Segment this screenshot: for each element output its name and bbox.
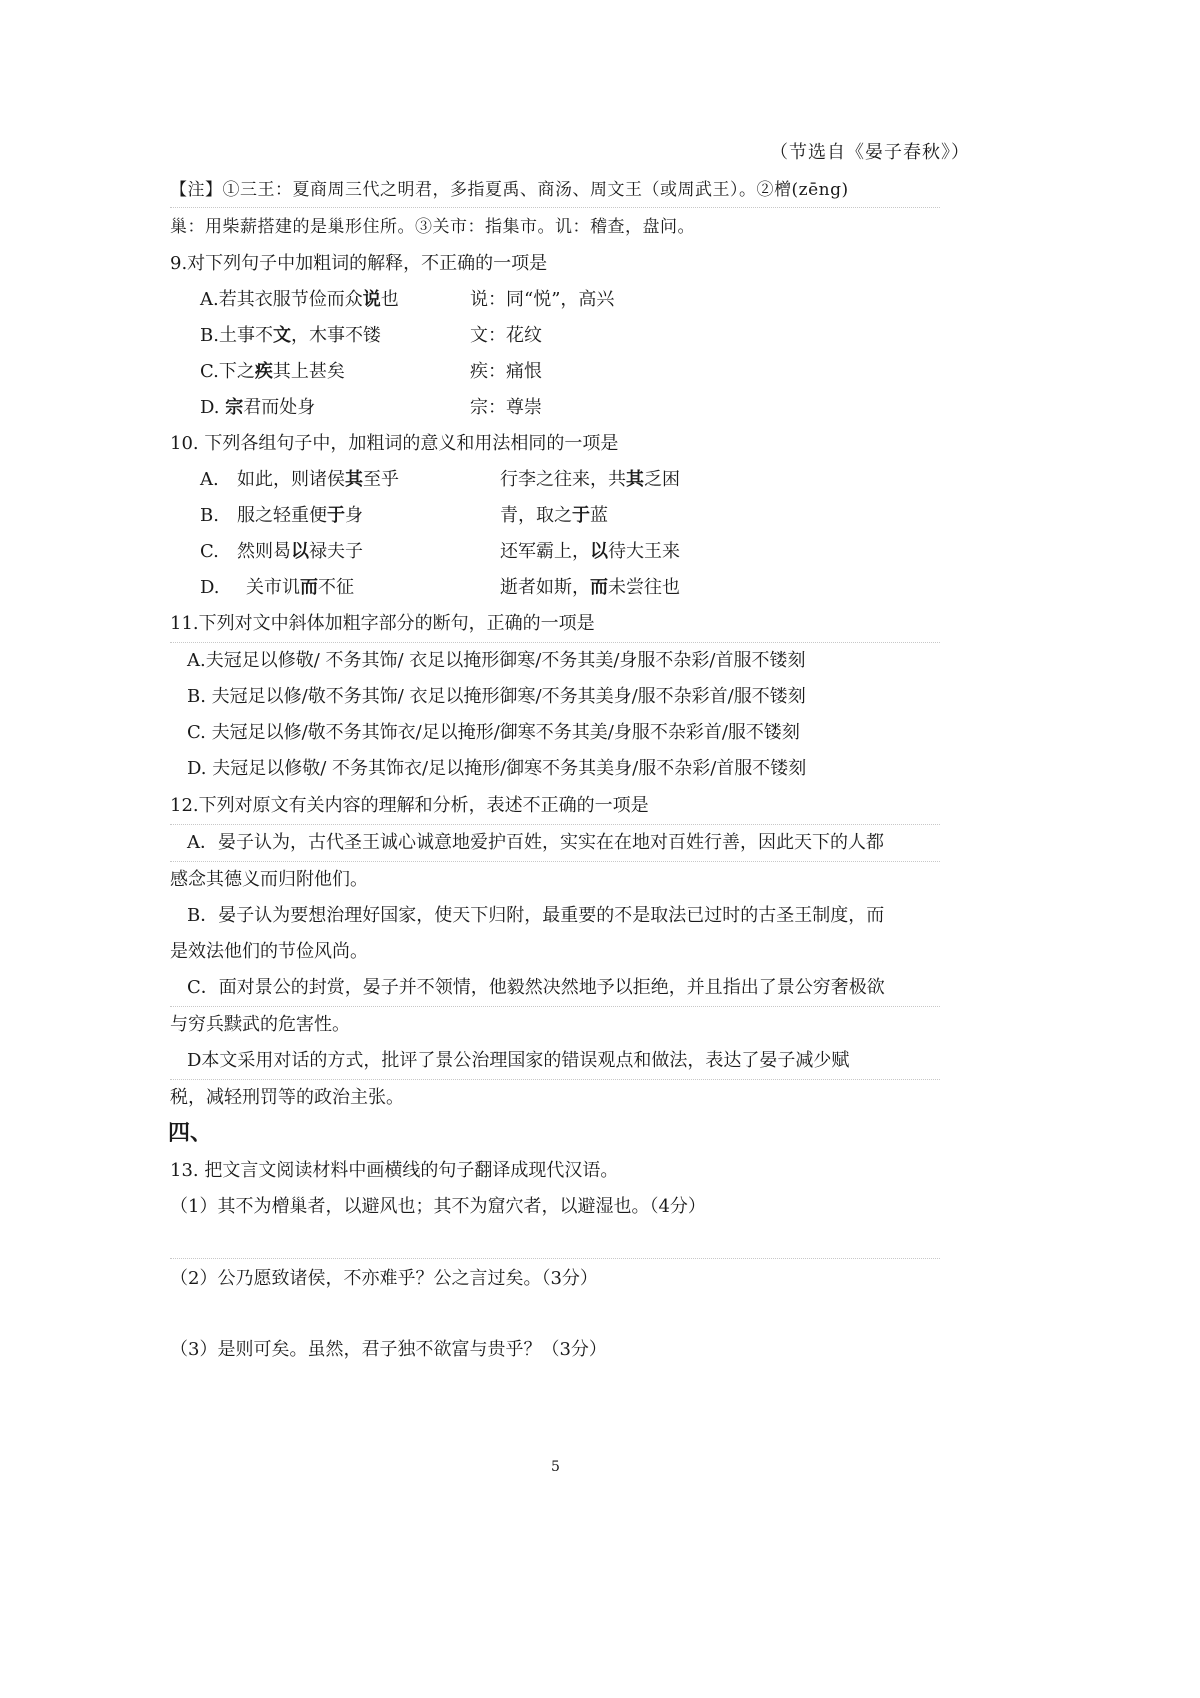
q10-b-right-pre: 青，取之 xyxy=(500,505,572,526)
q10-a-left-post: 至乎 xyxy=(363,469,399,490)
q10-b-letter: B. xyxy=(200,505,219,526)
q10-c-left-bold: 以 xyxy=(291,541,309,562)
q12-option-a-line1: A．晏子认为，古代圣王诚心诚意地爱护百姓，实实在在地对百姓行善，因此天下的人都 xyxy=(187,832,884,853)
q10-b-left-pre: 服之轻重便 xyxy=(237,505,327,526)
q12-stem: 12.下列对原文有关内容的理解和分析，表述不正确的一项是 xyxy=(170,795,649,816)
q10-c-right-bold: 以 xyxy=(590,541,608,562)
q12-option-c-line1: C．面对景公的封赏，晏子并不领情，他毅然决然地予以拒绝，并且指出了景公穷奢极欲 xyxy=(187,977,885,998)
answer-line xyxy=(170,1258,940,1259)
q12-option-d-line1: D本文采用对话的方式，批评了景公治理国家的错误观点和做法，表达了晏子减少赋 xyxy=(187,1050,850,1071)
q10-d-right-bold: 而 xyxy=(590,577,608,598)
q10-c-right-post: 待大王来 xyxy=(608,541,680,562)
q10-a-left-pre: 如此，则诸侯 xyxy=(237,469,345,490)
q9-stem: 9.对下列句子中加粗词的解释，不正确的一项是 xyxy=(170,253,548,274)
q13-stem: 13. 把文言文阅读材料中画横线的句子翻译成现代汉语。 xyxy=(170,1160,619,1181)
q9-b-gloss: 文：花纹 xyxy=(470,325,542,346)
q9-c-post: 其上甚矣 xyxy=(272,361,345,382)
q12-option-d-line2: 税，减轻刑罚等的政治主张。 xyxy=(170,1087,404,1108)
divider xyxy=(170,824,940,825)
q9-a-bold: 说 xyxy=(362,289,381,310)
q9-a-gloss: 说：同“悦”，高兴 xyxy=(470,289,615,310)
q11-option-b: B. 夫冠足以修/敬不务其饰/ 衣足以掩形御寒/不务其美身/服不杂彩首/服不镂刻 xyxy=(187,686,806,707)
q12-option-c-line2: 与穷兵黩武的危害性。 xyxy=(170,1014,350,1035)
q9-b-post: ，木事不镂 xyxy=(290,325,381,346)
source-note: （节选自《晏子春秋》） xyxy=(770,142,970,163)
q9-c-gloss: 疾：痛恨 xyxy=(470,361,542,382)
q10-d-right-pre: 逝者如斯， xyxy=(500,577,590,598)
q10-a-right-post: 乏困 xyxy=(644,469,680,490)
q12-option-a-line2: 感念其德义而归附他们。 xyxy=(170,869,368,890)
q10-c-right-pre: 还军霸上， xyxy=(500,541,590,562)
page-number: 5 xyxy=(551,1459,560,1475)
q10-c-letter: C. xyxy=(200,541,219,562)
q11-option-c: C. 夫冠足以修/敬不务其饰衣/足以掩形/御寒不务其美/身服不杂彩首/服不镂刻 xyxy=(187,722,800,743)
q10-b-right-bold: 于 xyxy=(572,505,590,526)
q10-b-left-post: 身 xyxy=(345,505,363,526)
q9-d-bold: 宗 xyxy=(225,397,244,418)
q9-c-bold: 疾 xyxy=(254,361,273,382)
section-heading: 四、 xyxy=(168,1121,213,1146)
q11-option-d: D. 夫冠足以修敬/ 不务其饰衣/足以掩形/御寒不务其美身/服不杂彩/首服不镂刻 xyxy=(187,758,807,779)
q12-option-b-line1: B．晏子认为要想治理好国家，使天下归附，最重要的不是取法已过时的古圣王制度，而 xyxy=(187,905,885,926)
q13-item-2: （2）公乃愿致诸侯，不亦难乎？公之言过矣。（3分） xyxy=(170,1268,598,1289)
annotation-line-1: 【注】①三王：夏商周三代之明君，多指夏禹、商汤、周文王（或周武王）。②橧(zēng) xyxy=(170,180,849,200)
q9-d-gloss: 宗：尊崇 xyxy=(470,397,542,418)
q9-c-pre: C.下之 xyxy=(200,361,255,382)
q10-b-right-post: 蓝 xyxy=(590,505,608,526)
divider xyxy=(170,207,940,208)
divider xyxy=(170,861,940,862)
q12-option-b-line2: 是效法他们的节俭风尚。 xyxy=(170,941,368,962)
q9-d-post: 君而处身 xyxy=(243,397,316,418)
q11-stem: 11.下列对文中斜体加粗字部分的断句，正确的一项是 xyxy=(170,613,595,634)
q9-a-pre: A.若其衣服节俭而众 xyxy=(200,289,363,310)
q13-item-1: （1）其不为橧巢者，以避风也；其不为窟穴者，以避湿也。（4分） xyxy=(170,1196,706,1217)
divider xyxy=(170,1079,940,1080)
q10-d-right-post: 未尝往也 xyxy=(608,577,680,598)
q10-d-left-bold: 而 xyxy=(300,577,318,598)
q9-b-pre: B.土事不 xyxy=(200,325,273,346)
q10-a-left-bold: 其 xyxy=(345,469,363,490)
q9-b-bold: 文 xyxy=(272,325,291,346)
q13-item-3: （3）是则可矣。虽然，君子独不欲富与贵乎？（3分） xyxy=(170,1339,607,1360)
annotation-line-2: 巢：用柴薪搭建的是巢形住所。③关市：指集市。讥：稽查，盘问。 xyxy=(170,217,695,237)
q10-c-left-post: 禄夫子 xyxy=(309,541,363,562)
q10-a-right-bold: 其 xyxy=(626,469,644,490)
q10-d-left-post: 不征 xyxy=(318,577,354,598)
q10-d-left-pre: 关市讥 xyxy=(246,577,300,598)
q10-stem: 10. 下列各组句子中，加粗词的意义和用法相同的一项是 xyxy=(170,433,619,454)
divider xyxy=(170,1006,940,1007)
q10-a-letter: A. xyxy=(200,469,219,490)
q9-d-pre: D. xyxy=(200,397,226,418)
q10-d-letter: D. xyxy=(200,577,220,598)
q11-option-a: A.夫冠足以修敬/ 不务其饰/ 衣足以掩形御寒/不务其美/身服不杂彩/首服不镂刻 xyxy=(187,650,806,671)
q10-b-left-bold: 于 xyxy=(327,505,345,526)
q10-a-right-pre: 行李之往来，共 xyxy=(500,469,626,490)
q9-a-post: 也 xyxy=(380,289,399,310)
q10-c-left-pre: 然则曷 xyxy=(237,541,291,562)
divider xyxy=(170,642,940,643)
